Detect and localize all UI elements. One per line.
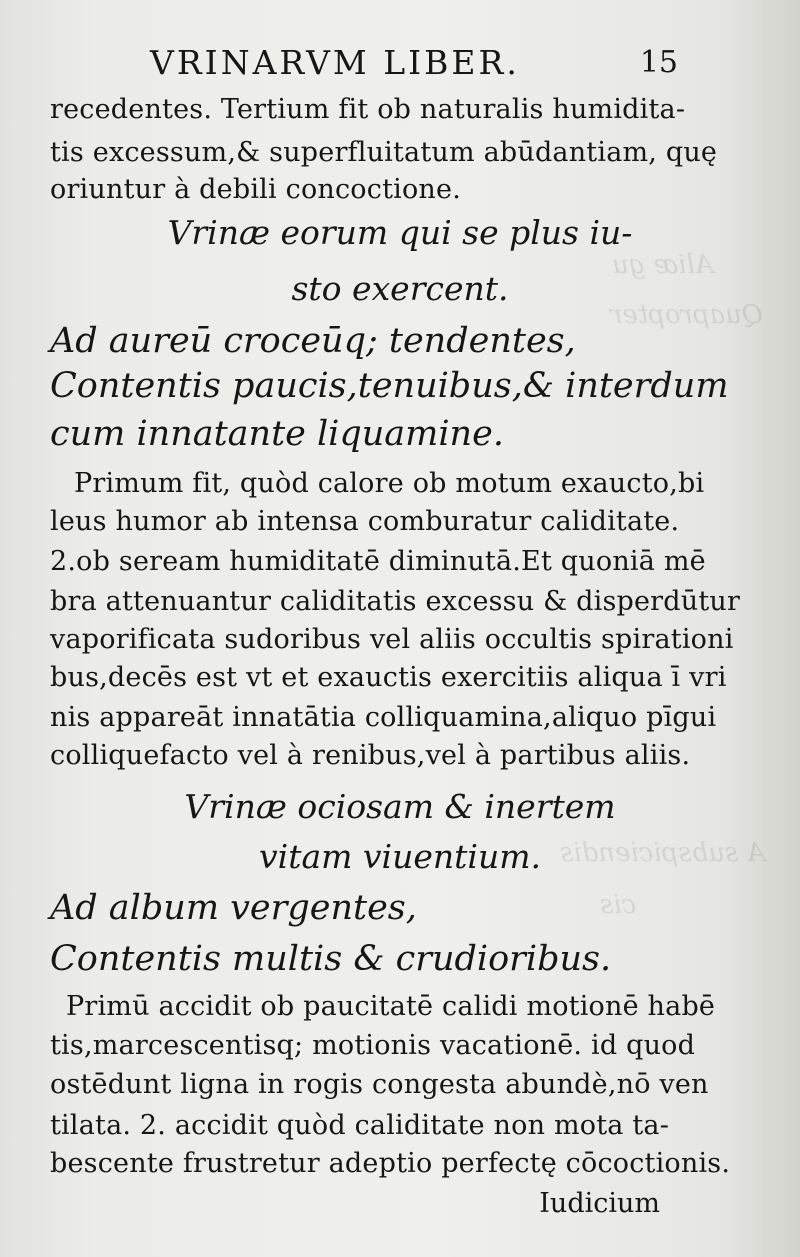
show-through-text: Aliæ gu: [612, 250, 714, 280]
section-heading-line: vitam viuentium.: [259, 837, 541, 876]
page-number: 15: [639, 45, 678, 80]
body-text-line: 2.ob seream humiditatē diminutā.Et quoniā mē: [50, 546, 706, 577]
body-text-line: oriuntur à debili concoctione.: [50, 174, 461, 205]
body-text-line: tis,marcescentisq; motionis vacationē. id quod: [50, 1030, 696, 1061]
body-text-line: vaporificata sudoribus vel aliis occultis spirationi: [50, 624, 734, 655]
italic-text-line: cum innatante liquamine.: [50, 414, 504, 454]
italic-text-line: Ad aureū croceūq; tendentes,: [50, 321, 576, 361]
body-text-line: bescente frustretur adeptio perfectę cōcoctionis.: [50, 1148, 731, 1179]
body-text-line: tilata. 2. accidit quòd caliditate non mota ta-: [50, 1110, 670, 1141]
show-through-text: Quapropter: [610, 300, 764, 330]
body-text-line: nis appareāt innatātia colliquamina,aliquo pīgui: [50, 702, 717, 733]
section-heading-line: sto exercent.: [291, 269, 509, 308]
body-text-line: colliquefacto vel à renibus,vel à partibus aliis.: [50, 740, 691, 771]
body-text-line: Primum fit, quòd calore ob motum exaucto,bi: [74, 468, 705, 499]
show-through-text: A subspiciendis: [560, 838, 766, 868]
body-text-line: ostēdunt ligna in rogis congesta abundè,nō ven: [50, 1069, 709, 1100]
body-text-line: leus humor ab intensa comburatur caliditate.: [50, 506, 680, 537]
body-text-line: bra attenuantur caliditatis excessu & disperdūtur: [50, 586, 741, 617]
italic-text-line: Ad album vergentes,: [50, 888, 417, 928]
running-title: VRINARVM LIBER.: [150, 43, 520, 82]
body-text-line: tis excessum,& superfluitatum abūdantiam, quę: [50, 137, 718, 168]
show-through-text: cis: [600, 890, 637, 920]
catchword: Iudicium: [539, 1188, 660, 1219]
body-text-line: bus,decēs est vt et exauctis exercitiis aliqua ī vri: [50, 662, 727, 693]
body-text-line: recedentes. Tertium fit ob naturalis humidita-: [50, 94, 686, 125]
body-text-line: Primū accidit ob paucitatē calidi motionē habē: [66, 991, 716, 1022]
section-heading-line: Vrinæ eorum qui se plus iu-: [167, 213, 633, 252]
section-heading-line: Vrinæ ociosam & inertem: [184, 787, 616, 826]
italic-text-line: Contentis multis & crudioribus.: [50, 939, 612, 979]
italic-text-line: Contentis paucis,tenuibus,& interdum: [50, 366, 729, 406]
